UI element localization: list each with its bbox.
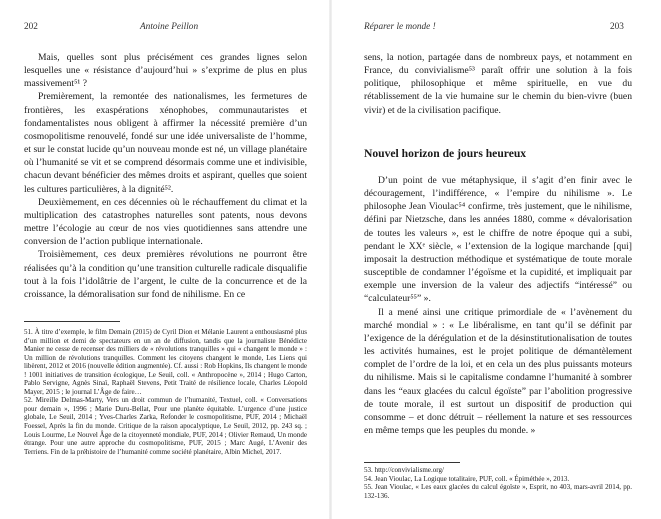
paragraph: D’un point de vue métaphysique, il s’agit d’en finir avec le découragement, l’indifférence, « l’empire du nihilisme ». Le philosophe Jean Vioulac⁵⁴ confirme, très justement, que le nihilisme, défini par Nietzsche, dans les années 1880, comme « dévalorisation de toutes les valeurs », est le chiffre de notre époque qui a subi, pendant le XXᵉ siècle, « l’extension de la logique marchande [qui] imposait la destruction méthodique et systématique de toute morale susceptible de condamner l’égoïsme et la cupidité, et impliquait par exemple une inversion de la valeur des adjectifs “intéressé” ou “calculateur⁵⁵” ». [364,175,632,305]
paragraph: Troisièmement, ces deux premières révolutions ne pourront être réalisées qu’à la condition qu’une transition culturelle radicale disqualifie tout à la fois l’idolâtrie de l’argent, le culte de la concurrence et de la croissance, la démoralisation sur fond de nihilisme. En ce [24,249,307,300]
footnote: 52. Mireille Delmas-Marty, Vers un droit commun de l’humanité, Textuel, coll. « Conversations pour demain », 1996 ; Marie Duru-Bellat, Pour une planète équitable. L’urgence d’une justice globale, Le Seuil, 2014 ; Yves-Charles Zarka, Refonder le cosmopolitisme, PUF, 2014 ; Michaël Foessel, Après la fin du monde. Critique de la raison apocalyptique, Le Seuil, 2012, pp. 243 sq. ; Louis Lourme, Le Nouvel Âge de la citoyenneté mondiale, PUF, 2014 ; Olivier Remaud, Un monde étrange. Pour une autre approche du cosmopolitisme, PUF, 2015 ; Marc Augé, L’Avenir des Terriens. Fin de la préhistoire de l’humanité comme société planétaire, Albin Michel, 2017. [24,396,307,456]
section-heading: Nouvel horizon de jours heureux [364,147,527,160]
footnote-rule [364,462,460,463]
right-running-head: Réparer le monde ! [364,22,436,32]
paragraph: Mais, quelles sont plus précisément ces grandes lignes selon lesquelles une « résistance d’aujourd’hui » s’exprime de plus en plus massivement⁵¹ ? [24,52,307,90]
left-footnotes [24,328,307,456]
right-body-text [364,174,632,437]
footnote: 53. http://convivialisme.org/ [364,466,444,474]
footnote: 55. Jean Vioulac, « Les eaux glacées du calcul égoïste », Esprit, no 403, mars-avril 2014, pp. 132-136. [364,483,632,500]
left-running-head: Antoine Peillon [140,22,199,32]
paragraph: Deuxièmement, en ces décennies où le réchauffement du climat et la multiplication des catastrophes naturelles sont patents, nous devons mettre l’écologie au cœur de nos vies quotidiennes sans attendre une conversion de l’action publique internationale. [24,196,307,248]
footnote-rule [24,321,120,322]
left-page-number: 202 [24,22,38,32]
right-body-top [364,51,632,117]
footnote: 51. À titre d’exemple, le film Demain (2015) de Cyril Dion et Mélanie Laurent a enthousiasmé plus d’un million et demi de spectateurs en un an de diffusion, tandis que la journaliste Bénédicte Manier ne cesse de recenser des milliers de « révolutions tranquilles » qui « changent le monde » : Un million de révolutions tranquilles. Comment les citoyens changent le monde, Les Liens qui libèrent, 2012 et 2016 (nouvelle édition augmentée). Cf. aussi : Rob Hopkins, Ils changent le monde ! 1001 initiatives de transition écologique, Le Seuil, coll. « Anthropocène », 2014 ; Hugo Carton, Pablo Servigne, Agnès Sinaï, Raphaël Stevens, Petit Traité de résilience locale, Charles Léopold Mayer, 2015 ; le journal L’Âge de faire… [24,328,307,396]
right-page [331,0,661,519]
left-body-text [24,51,307,301]
footnote: 54. Jean Vioulac, La Logique totalitaire, PUF, coll. « Épiméthée », 2013. [364,474,570,483]
right-page-number: 203 [610,22,624,32]
right-footnotes [364,466,632,500]
paragraph: Il a mené ainsi une critique primordiale de « l’avènement du marché mondial » : « Le libéralisme, en tant qu’il se définit par l’exigence de la dérégulation et de la désinstitutionalisation de toutes les activités humaines, est le projet politique de démantèlement complet de l’ordre de la loi, et en cela un des plus puissants moteurs du nihilisme. Mais si le capitalisme condamne l’humanité à sombrer dans les “eaux glacées du calcul égoïste” par l’abolition progressive de toute morale, il est surtout un dispositif de production qui consomme – et donc détruit – réellement la nature et ses ressources en même temps que les peuples du monde. » [364,306,632,436]
paragraph: Premièrement, la remontée des nationalismes, les fermetures de frontières, les exaspérations xénophobes, communautaristes et fondamentalistes nous obligent à affirmer la nécessité première d’un cosmopolitisme renouvelé, fondé sur une idée universaliste de l’homme, et sur le constat lucide qu’un nouveau monde est né, un village planétaire où l’humanité se vit et se comprend désormais comme une et indivisible, chacun devant bénéficier des mêmes droits et aspirant, quelles que soient les cultures particulières, à la dignité⁵². [24,91,307,195]
paragraph: sens, la notion, partagée dans de nombreux pays, et notamment en France, du convivialisme⁵³ paraît offrir une solution à la fois politique, philosophique et même spirituelle, en vue du rétablissement de la vie humaine sur le chemin du bien-vivre (buen vivir) et de la civilisation pacifique. [364,52,632,116]
left-page [0,0,330,519]
